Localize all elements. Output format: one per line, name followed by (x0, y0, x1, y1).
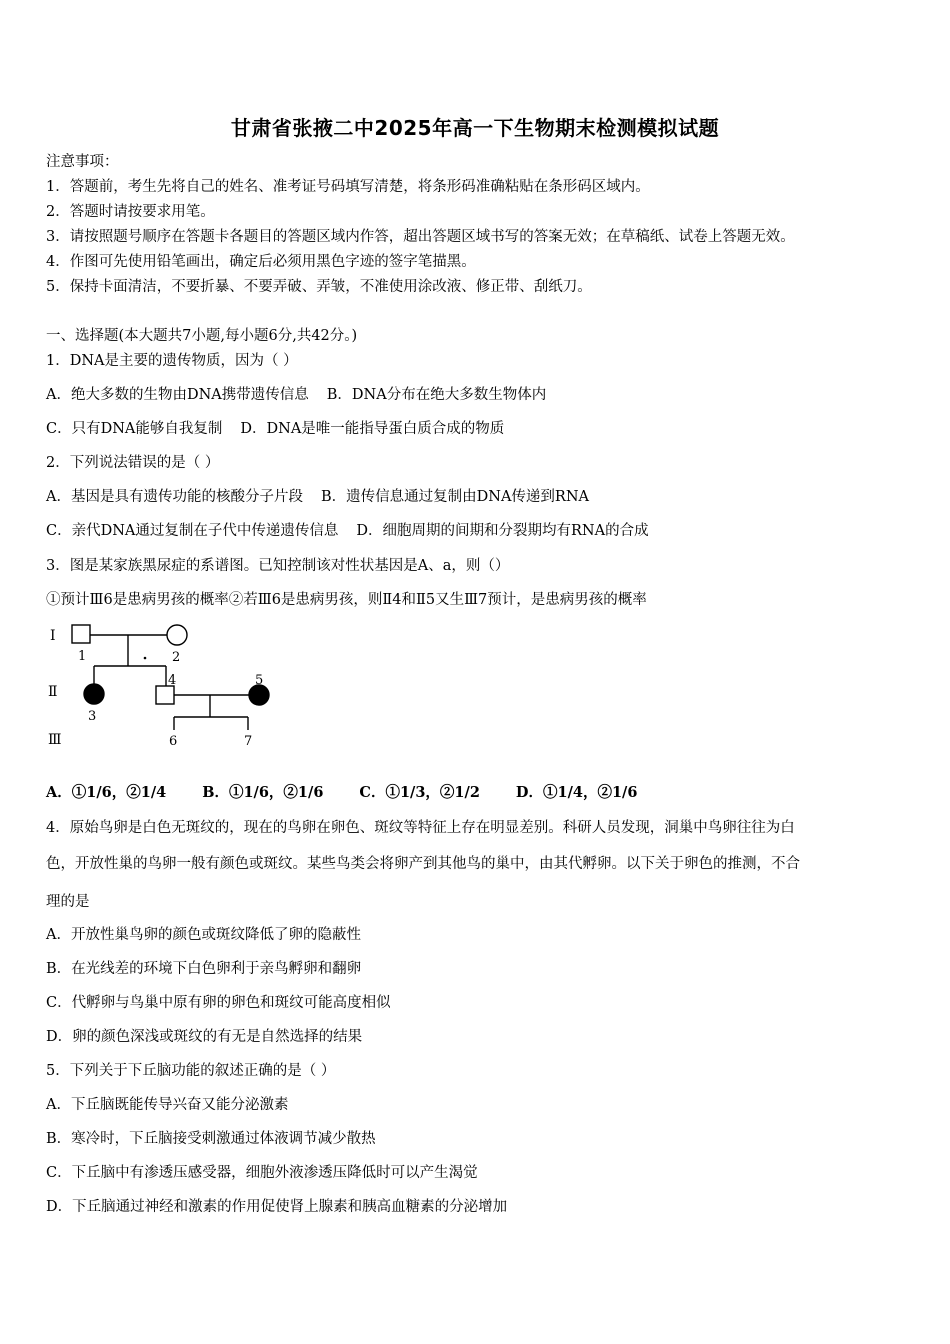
q2-options-row2 (46, 521, 649, 541)
individual-ii3-affected-female (84, 684, 104, 704)
q1-option-c[interactable]: C．只有DNA能够自我复制 (46, 421, 223, 437)
q1-options-row1 (46, 385, 546, 405)
notice-item: 2．答题时请按要求用笔。 (46, 204, 215, 220)
individual-i1-unaffected-male (72, 625, 90, 643)
q1-options-row2 (46, 419, 504, 439)
section-heading: 一、选择题(本大题共7小题,每小题6分,共42分。) (46, 328, 358, 344)
q2-stem: 2．下列说法错误的是（ ） (46, 455, 220, 471)
individual-number: 4 (168, 673, 177, 688)
individual-ii5-affected-female (249, 685, 269, 705)
notice-item: 1．答题前，考生先将自己的姓名、准考证号码填写清楚，将条形码准确粘贴在条形码区域内。 (46, 179, 650, 195)
notice-item: 4．作图可先使用铅笔画出，确定后必须用黑色字迹的签字笔描黑。 (46, 254, 476, 270)
generation-label-iii: Ⅲ (48, 732, 62, 748)
q4-option-d[interactable]: D．卵的颜色深浅或斑纹的有无是自然选择的结果 (46, 1029, 363, 1045)
q1-option-d[interactable]: D．DNA是唯一能指导蛋白质合成的物质 (240, 421, 505, 437)
q4-stem-line1: 4．原始鸟卵是白色无斑纹的，现在的鸟卵在卵色、斑纹等特征上存在明显差别。科研人员发现，洞巢中鸟卵往往为白 (46, 820, 795, 836)
q3-option-c[interactable]: C．①1/3，②1/2 (359, 784, 480, 801)
q4-option-c[interactable]: C．代孵卵与鸟巢中原有卵的卵色和斑纹可能高度相似 (46, 995, 391, 1011)
individual-number: 7 (244, 734, 253, 749)
notice-item: 5．保持卡面清洁，不要折暴、不要弄破、弄皱，不准使用涂改液、修正带、刮纸刀。 (46, 279, 592, 295)
q3-stem: 3．图是某家族黑尿症的系谱图。已知控制该对性状基因是A、a，则（） (46, 558, 510, 574)
individual-i2-unaffected-female (167, 625, 187, 645)
q5-option-a[interactable]: A．下丘脑既能传导兴奋又能分泌激素 (46, 1097, 289, 1113)
generation-label-ii: Ⅱ (48, 684, 58, 700)
q5-option-b[interactable]: B．寒冷时，下丘脑接受刺激通过体液调节减少散热 (46, 1131, 376, 1147)
q3-options-row (46, 783, 637, 803)
generation-label-i: Ⅰ (50, 628, 56, 644)
q4-option-a[interactable]: A．开放性巢鸟卵的颜色或斑纹降低了卵的隐蔽性 (46, 927, 361, 943)
q3-subquestion: ①预计Ⅲ6是患病男孩的概率②若Ⅲ6是患病男孩，则Ⅱ4和Ⅱ5又生Ⅲ7预计，是患病男孩的概率 (46, 592, 647, 608)
individual-number: 6 (169, 734, 178, 749)
q5-option-d[interactable]: D．下丘脑通过神经和激素的作用促使肾上腺素和胰高血糖素的分泌增加 (46, 1199, 508, 1215)
q2-option-c[interactable]: C．亲代DNA通过复制在子代中传递遗传信息 (46, 523, 339, 539)
individual-ii4-unaffected-male (156, 686, 174, 704)
q2-options-row1 (46, 487, 589, 507)
q1-option-b[interactable]: B．DNA分布在绝大多数生物体内 (326, 387, 547, 403)
individual-number: 3 (88, 709, 97, 724)
q2-option-b[interactable]: B．遗传信息通过复制由DNA传递到RNA (320, 489, 589, 505)
q4-stem-line2: 色，开放性巢的鸟卵一般有颜色或斑纹。某些鸟类会将卵产到其他鸟的巢中，由其代孵卵。以下关于卵色的推测，不合 (46, 856, 800, 872)
q1-stem: 1．DNA是主要的遗传物质，因为（ ） (46, 353, 298, 369)
notice-heading: 注意事项： (46, 154, 119, 170)
q1-option-a[interactable]: A．绝大多数的生物由DNA携带遗传信息 (46, 387, 309, 403)
q4-stem-line3: 理的是 (46, 894, 90, 910)
notice-item: 3．请按照题号顺序在答题卡各题目的答题区域内作答，超出答题区域书写的答案无效；在草稿纸、试卷上答题无效。 (46, 229, 795, 245)
q3-option-a[interactable]: A．①1/6，②1/4 (46, 784, 167, 801)
q2-option-a[interactable]: A．基因是具有遗传功能的核酸分子片段 (46, 489, 303, 505)
individual-number: 5 (255, 673, 264, 688)
individual-number: 1 (78, 649, 87, 664)
speck-mark (144, 657, 147, 660)
q3-option-b[interactable]: B．①1/6，②1/6 (202, 784, 324, 801)
pedigree-chart (44, 618, 284, 754)
q2-option-d[interactable]: D．细胞周期的间期和分裂期均有RNA的合成 (356, 523, 649, 539)
q5-stem: 5．下列关于下丘脑功能的叙述正确的是（ ） (46, 1063, 336, 1079)
q3-option-d[interactable]: D．①1/4，②1/6 (515, 784, 638, 801)
q5-option-c[interactable]: C．下丘脑中有渗透压感受器，细胞外液渗透压降低时可以产生渴觉 (46, 1165, 478, 1181)
q4-option-b[interactable]: B．在光线差的环境下白色卵利于亲鸟孵卵和翻卵 (46, 961, 362, 977)
individual-number: 2 (172, 650, 181, 665)
page-title: 甘肃省张掖二中2025年高一下生物期末检测模拟试题 (230, 116, 720, 140)
